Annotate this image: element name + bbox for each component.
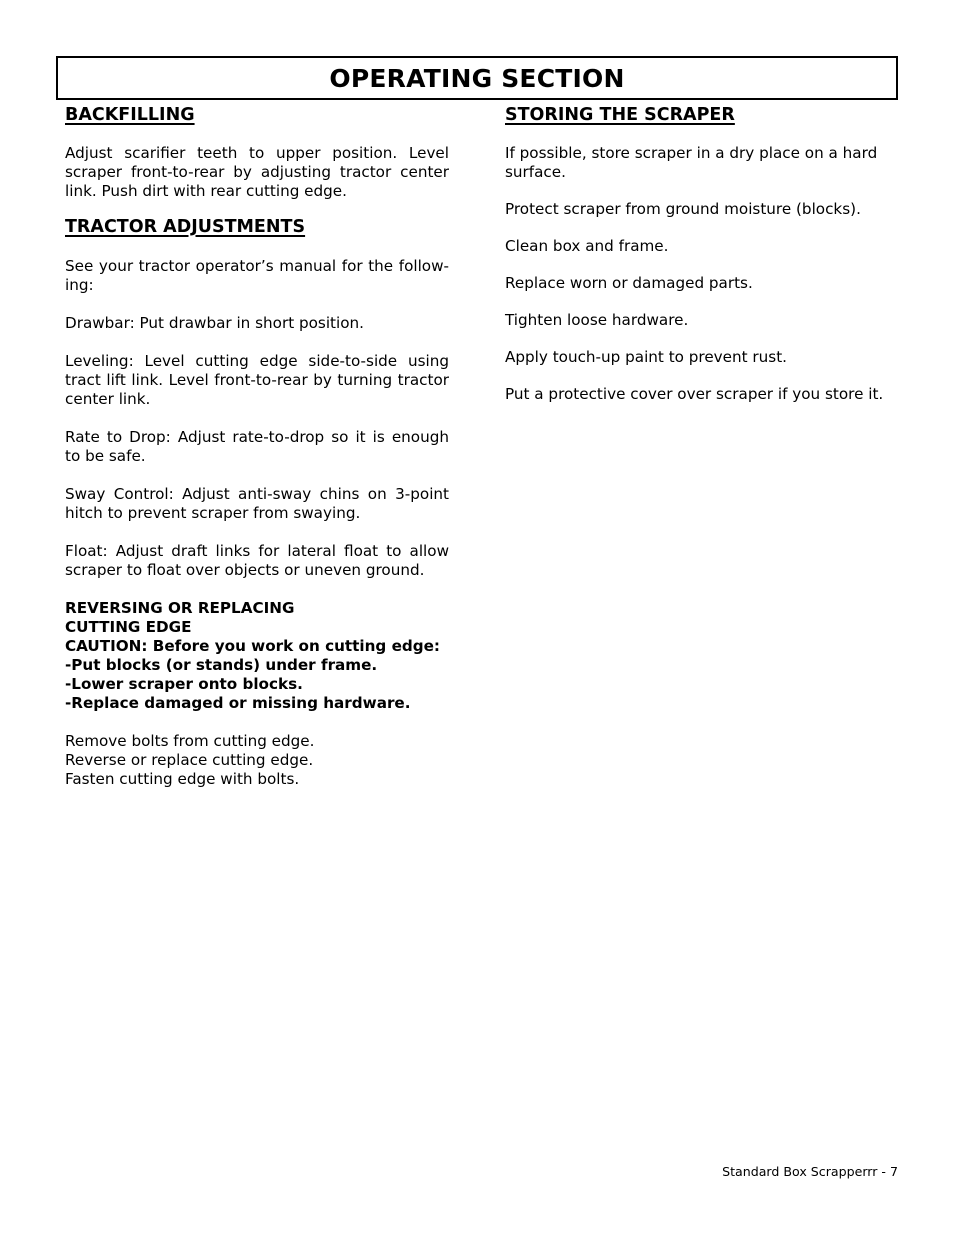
step-remove-bolts: Remove bolts from cutting edge.	[65, 732, 315, 750]
caution-step-lower: -Lower scraper onto blocks.	[65, 675, 303, 693]
step-reverse-edge: Reverse or replace cutting edge.	[65, 751, 314, 769]
tractor-adjustments-heading: TRACTOR ADJUSTMENTS	[65, 217, 306, 237]
tractor-intro-text: See your tractor operator’s manual for the follow-ing:	[65, 257, 449, 294]
reversing-heading-line1: REVERSING OR REPLACING	[65, 599, 295, 617]
drawbar-text: Drawbar: Put drawbar in short position.	[65, 314, 364, 332]
storing-item-dry-place: If possible, store scraper in a dry place on a hard surface.	[505, 144, 878, 181]
reversing-heading-line2: CUTTING EDGE	[65, 618, 192, 636]
rate-to-drop-text: Rate to Drop: Adjust rate-to-drop so it is enough to be safe.	[65, 428, 449, 465]
storing-item-replace: Replace worn or damaged parts.	[505, 274, 753, 292]
right-column	[505, 100, 895, 404]
float-text: Float: Adjust draft links for lateral float to allow scraper to float over objects or uneven ground.	[65, 542, 449, 579]
step-fasten-edge: Fasten cutting edge with bolts.	[65, 770, 300, 788]
caution-text: CAUTION: Before you work on cutting edge:	[65, 637, 440, 655]
caution-step-hardware: -Replace damaged or missing hardware.	[65, 694, 411, 712]
backfilling-text: Adjust scarifier teeth to upper position. Level scraper front-to-rear by adjusting tractor center link. Push dirt with rear cutting edge.	[65, 144, 449, 200]
sway-control-text: Sway Control: Adjust anti-sway chins on 3-point hitch to prevent scraper from swaying.	[65, 485, 449, 522]
reversing-caution-block	[65, 599, 449, 713]
storing-item-cover: Put a protective cover over scraper if you store it.	[505, 385, 884, 403]
leveling-text: Leveling: Level cutting edge side-to-side using tract lift link. Level front-to-rear by turning tractor center link.	[65, 352, 449, 408]
backfilling-heading: BACKFILLING	[65, 105, 195, 125]
page-title: OPERATING SECTION	[329, 64, 625, 93]
storing-item-tighten: Tighten loose hardware.	[505, 311, 689, 329]
left-column	[65, 100, 449, 789]
caution-step-blocks: -Put blocks (or stands) under frame.	[65, 656, 378, 674]
storing-item-paint: Apply touch-up paint to prevent rust.	[505, 348, 787, 366]
cutting-edge-steps	[65, 732, 449, 789]
storing-heading: STORING THE SCRAPER	[505, 105, 735, 125]
storing-item-moisture: Protect scraper from ground moisture (blocks).	[505, 200, 861, 218]
page-title-box	[56, 56, 898, 100]
page-footer: Standard Box Scrapperrr - 7	[722, 1164, 898, 1179]
storing-item-clean: Clean box and frame.	[505, 237, 669, 255]
